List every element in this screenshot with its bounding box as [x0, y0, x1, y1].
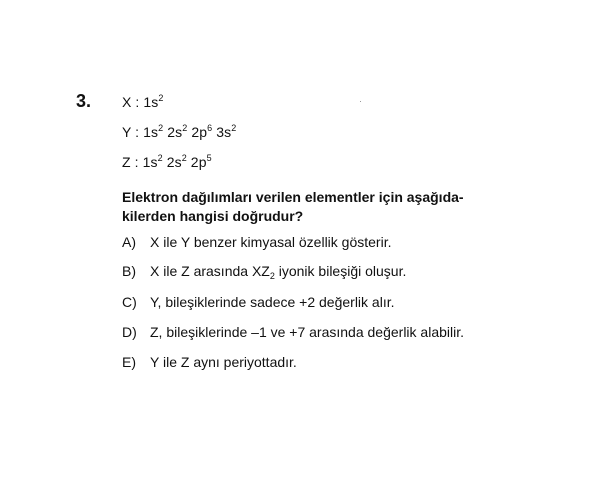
config-x-exp1: 2	[158, 93, 164, 103]
option-c-letter: C)	[122, 294, 137, 310]
option-c[interactable]	[122, 294, 395, 310]
config-z-orb3: 2p	[186, 154, 207, 170]
option-e-text: Y ile Z aynı periyottadır.	[150, 354, 297, 370]
config-y-exp3: 6	[207, 123, 213, 133]
option-a-letter: A)	[122, 234, 136, 250]
config-x	[122, 94, 164, 110]
config-z-orb2: 2s	[162, 154, 182, 170]
config-z-text: Z : 1s	[122, 154, 158, 170]
question-stem	[122, 188, 522, 226]
config-y-exp4: 2	[231, 123, 237, 133]
question-stem-line2: kilerden hangisi doğrudur?	[122, 208, 304, 224]
question-stem-line1: Elektron dağılımları verilen elementler için aşağıda-	[122, 189, 464, 205]
option-c-text: Y, bileşiklerinde sadece +2 değerlik alır.	[150, 294, 395, 310]
option-b-subscript: 2	[269, 271, 275, 281]
option-e[interactable]	[122, 354, 297, 370]
config-y-exp1: 2	[158, 123, 164, 133]
option-a-text: X ile Y benzer kimyasal özellik gösterir.	[150, 234, 392, 250]
option-b[interactable]	[122, 263, 406, 279]
option-b-letter: B)	[122, 263, 136, 279]
option-d-letter: D)	[122, 324, 137, 340]
question-number: 3.	[76, 91, 92, 111]
option-d-text: Z, bileşiklerinde –1 ve +7 arasında değerlik alabilir.	[150, 324, 465, 340]
config-z	[122, 154, 212, 170]
config-y-exp2: 2	[182, 123, 188, 133]
config-z-exp1: 2	[157, 153, 163, 163]
option-e-letter: E)	[122, 354, 136, 370]
scan-speck	[360, 101, 361, 102]
config-z-exp3: 5	[206, 153, 212, 163]
config-y	[122, 124, 236, 140]
config-y-orb2: 2s	[163, 124, 183, 140]
config-z-exp2: 2	[181, 153, 187, 163]
config-y-orb4: 3s	[212, 124, 232, 140]
option-b-text: X ile Z arasında XZ	[150, 263, 270, 279]
config-y-orb3: 2p	[187, 124, 208, 140]
option-b-text-end: iyonik bileşiği oluşur.	[274, 263, 407, 279]
option-d[interactable]	[122, 324, 464, 340]
config-y-text: Y : 1s	[122, 124, 159, 140]
config-x-text: X : 1s	[122, 94, 159, 110]
option-a[interactable]	[122, 234, 391, 250]
